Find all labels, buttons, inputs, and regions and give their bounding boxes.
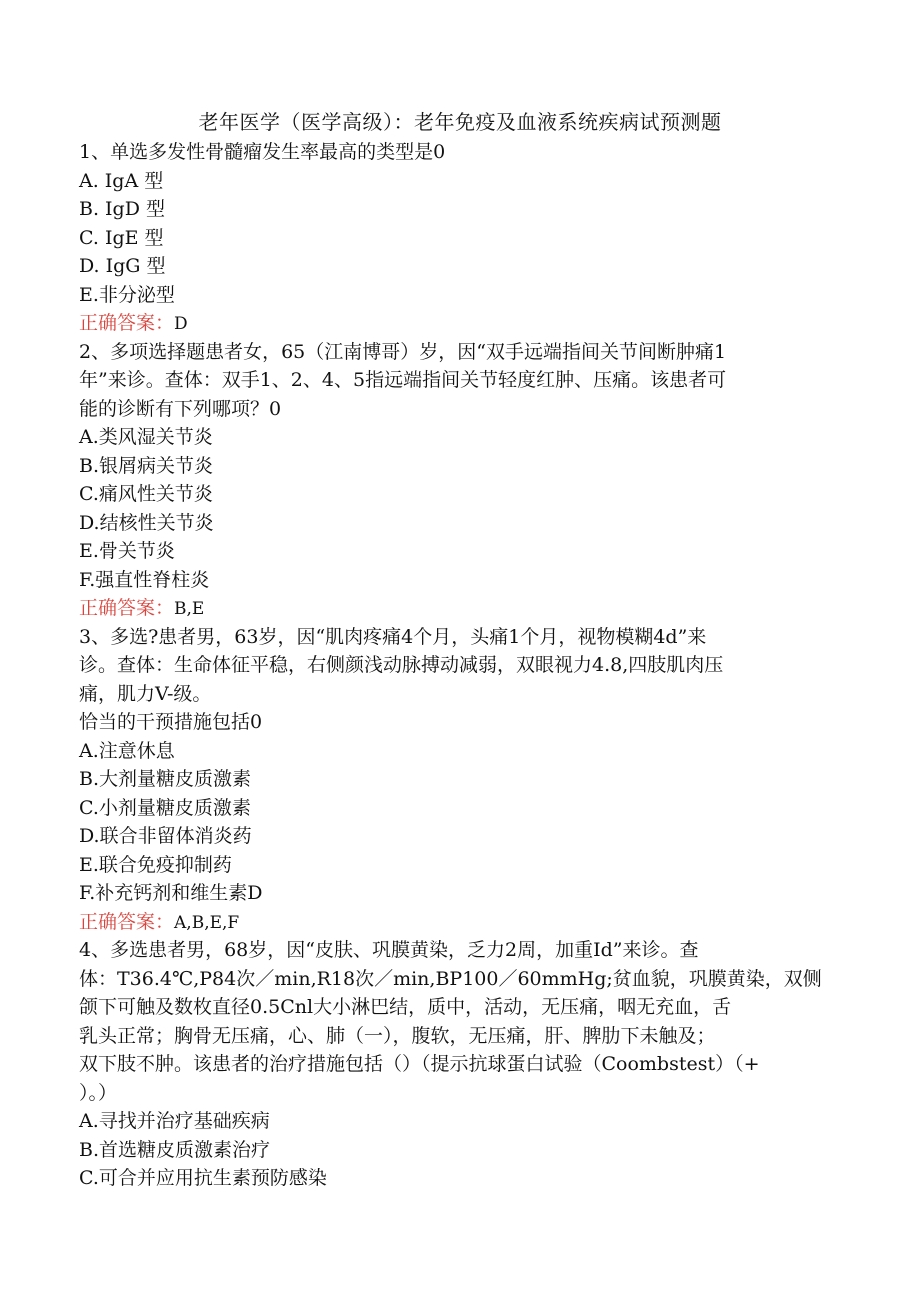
question-stem-line-1: 2、多项选择题患者女，65（江南博哥）岁，因“双手远端指间关节间断肿痛1 xyxy=(79,340,727,363)
answer-label: 正确答案： xyxy=(79,312,175,334)
option-f: F.强直性脊柱炎 xyxy=(79,568,210,591)
option-c: C.可合并应用抗生素预防感染 xyxy=(79,1167,327,1189)
option-b: B.大剂量糖皮质激素 xyxy=(79,768,252,790)
option-c: C. IgE 型 xyxy=(79,226,164,249)
question-stem-line-5: 双下肢不肿。该患者的治疗措施包括（）（提示抗球蛋白试验（Coombstest）（+ xyxy=(79,1053,760,1075)
option-d: D. IgG 型 xyxy=(79,255,166,277)
answer-value: A,B,E,F xyxy=(174,912,240,933)
question-stem-line-4: 乳头正常；胸骨无压痛，心、肺（一），腹软，无压痛，肝、脾肋下未触及； xyxy=(79,1024,716,1047)
option-f: F.补充钙剂和维生素D xyxy=(79,882,263,904)
question-stem-line-2: 体：T36.4℃,P84次／min,R18次／min,BP100／60mmHg;贫血貌，巩膜黄染，双侧 xyxy=(79,967,822,990)
answer-label: 正确答案： xyxy=(79,910,175,933)
option-d: D.结核性关节炎 xyxy=(79,511,214,534)
option-b: B. IgD 型 xyxy=(79,198,165,220)
question-stem: 1、单选多发性骨髓瘤发生率最高的类型是0 xyxy=(79,141,446,163)
question-1 xyxy=(79,138,839,338)
question-stem-line-3: 颌下可触及数枚直径0.5Cnl大小淋巴结，质中，活动，无压痛，咽无充血，舌 xyxy=(79,996,732,1018)
correct-answer xyxy=(79,908,839,937)
question-stem-line-4: 恰当的干预措施包括0 xyxy=(79,711,263,733)
answer-value: B,E xyxy=(174,599,205,619)
option-e: E.非分泌型 xyxy=(79,283,175,306)
question-stem-line-2: 年”来诊。查体：双手1、2、4、5指远端指间关节轻度红肿、压痛。该患者可 xyxy=(79,369,727,391)
option-a: A.类风湿关节炎 xyxy=(79,426,213,448)
answer-label: 正确答案： xyxy=(79,597,175,619)
option-a: A.注意休息 xyxy=(79,739,175,762)
question-stem-line-3: 能的诊断有下列哪项？0 xyxy=(79,397,282,420)
option-e: E.联合免疫抑制药 xyxy=(79,853,232,876)
question-stem-line-6: ）。） xyxy=(79,1081,118,1104)
question-stem-line-1: 4、多选患者男，68岁，因“皮肤、巩膜黄染，乏力2周，加重Id”来诊。查 xyxy=(79,939,699,961)
question-list xyxy=(79,138,839,1193)
option-a: A.寻找并治疗基础疾病 xyxy=(79,1110,270,1132)
option-e: E.骨关节炎 xyxy=(79,540,175,562)
question-4 xyxy=(79,936,839,1193)
question-2 xyxy=(79,338,839,623)
correct-answer xyxy=(79,309,839,338)
question-stem-line-2: 诊。查体：生命体征平稳，右侧颜浅动脉搏动减弱，双眼视力4.8,四肢肌肉压 xyxy=(79,654,724,676)
option-a: A. IgA 型 xyxy=(79,169,164,192)
question-stem-line-1: 3、多选?患者男，63岁，因“肌肉疼痛4个月，头痛1个月，视物模糊4d”来 xyxy=(79,625,707,648)
option-b: B.首选糖皮质激素治疗 xyxy=(79,1138,271,1161)
option-c: C.小剂量糖皮质激素 xyxy=(79,796,251,819)
page-title: 老年医学（医学高级）：老年免疫及血液系统疾病试预测题 xyxy=(198,110,722,134)
question-stem-line-3: 痛，肌力V-级。 xyxy=(79,682,212,705)
option-d: D.联合非留体消炎药 xyxy=(79,825,252,847)
correct-answer xyxy=(79,594,839,623)
option-c: C.痛风性关节炎 xyxy=(79,483,213,505)
question-3 xyxy=(79,623,839,937)
answer-value: D xyxy=(174,314,188,334)
option-b: B.银屑病关节炎 xyxy=(79,454,214,477)
